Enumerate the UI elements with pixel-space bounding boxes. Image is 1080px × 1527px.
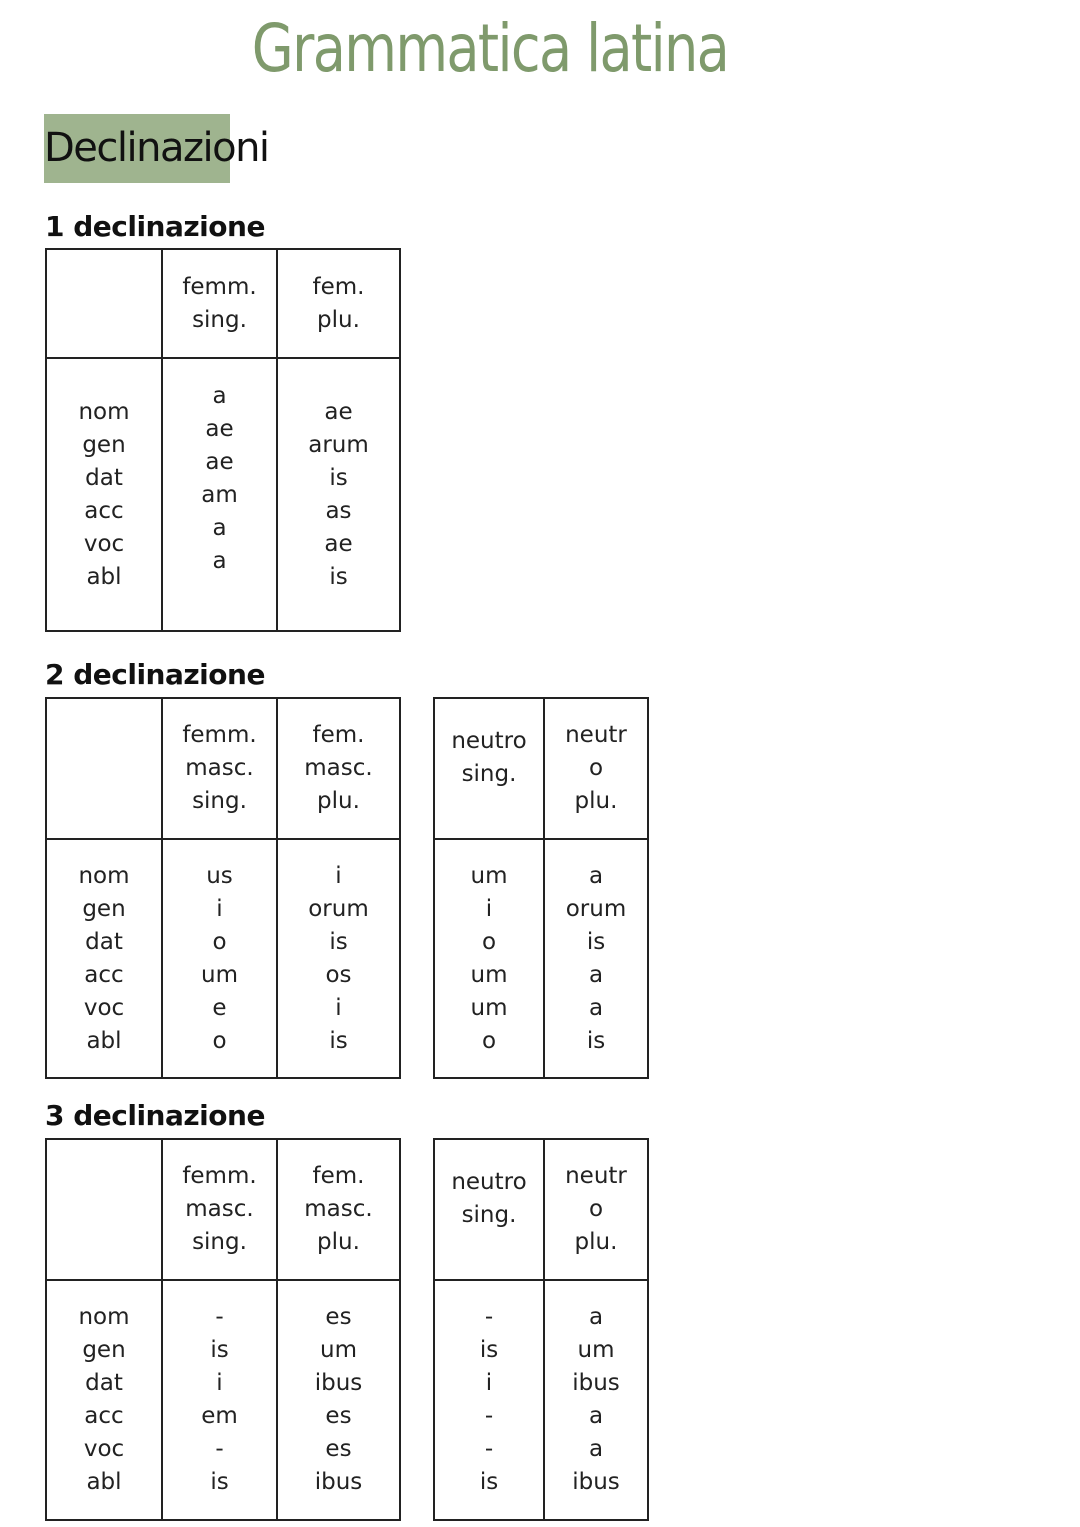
- decl2-table: [45, 697, 401, 1079]
- decl3-header-sing: femm. masc. sing.: [162, 1139, 277, 1280]
- decl2-corner-cell: [46, 698, 162, 839]
- decl3-header-plu: fem. masc. plu.: [277, 1139, 400, 1280]
- decl2-header-sing: femm. masc. sing.: [162, 698, 277, 839]
- decl3-endings-sing: - is i em - is: [162, 1280, 277, 1520]
- decl1-table: [45, 248, 401, 632]
- decl3-neuter-table: [433, 1138, 649, 1521]
- decl3-neuter-endings-plu: a um ibus a a ibus: [544, 1280, 648, 1520]
- decl2-neuter-endings-sing: um i o um um o: [434, 839, 544, 1078]
- decl3-corner-cell: [46, 1139, 162, 1280]
- page-title: Grammatica latina: [251, 10, 729, 87]
- decl1-header-sing: femm. sing.: [162, 249, 277, 358]
- decl3-case-labels: nom gen dat acc voc abl: [46, 1280, 162, 1520]
- decl2-header-plu: fem. masc. plu.: [277, 698, 400, 839]
- decl1-endings-plu: ae arum is as ae is: [277, 358, 400, 631]
- decl1-case-labels: nom gen dat acc voc abl: [46, 358, 162, 631]
- decl1-corner-cell: [46, 249, 162, 358]
- decl3-heading: 3 declinazione: [45, 1099, 265, 1132]
- decl2-case-labels: nom gen dat acc voc abl: [46, 839, 162, 1078]
- decl2-endings-sing: us i o um e o: [162, 839, 277, 1078]
- decl2-neuter-table: [433, 697, 649, 1079]
- decl3-table: [45, 1138, 401, 1521]
- decl2-endings-plu: i orum is os i is: [277, 839, 400, 1078]
- decl1-header-plu: fem. plu.: [277, 249, 400, 358]
- decl3-neuter-header-plu: neutr o plu.: [544, 1139, 648, 1280]
- decl3-neuter-header-sing: neutro sing.: [434, 1139, 544, 1280]
- decl1-endings-sing: a ae ae am a a: [162, 358, 277, 631]
- decl2-neuter-header-plu: neutr o plu.: [544, 698, 648, 839]
- section-label: Declinazioni: [44, 114, 230, 183]
- decl3-neuter-endings-sing: - is i - - is: [434, 1280, 544, 1520]
- decl2-neuter-endings-plu: a orum is a a is: [544, 839, 648, 1078]
- decl2-heading: 2 declinazione: [45, 658, 265, 691]
- decl2-neuter-header-sing: neutro sing.: [434, 698, 544, 839]
- decl3-endings-plu: es um ibus es es ibus: [277, 1280, 400, 1520]
- decl1-heading: 1 declinazione: [45, 210, 265, 243]
